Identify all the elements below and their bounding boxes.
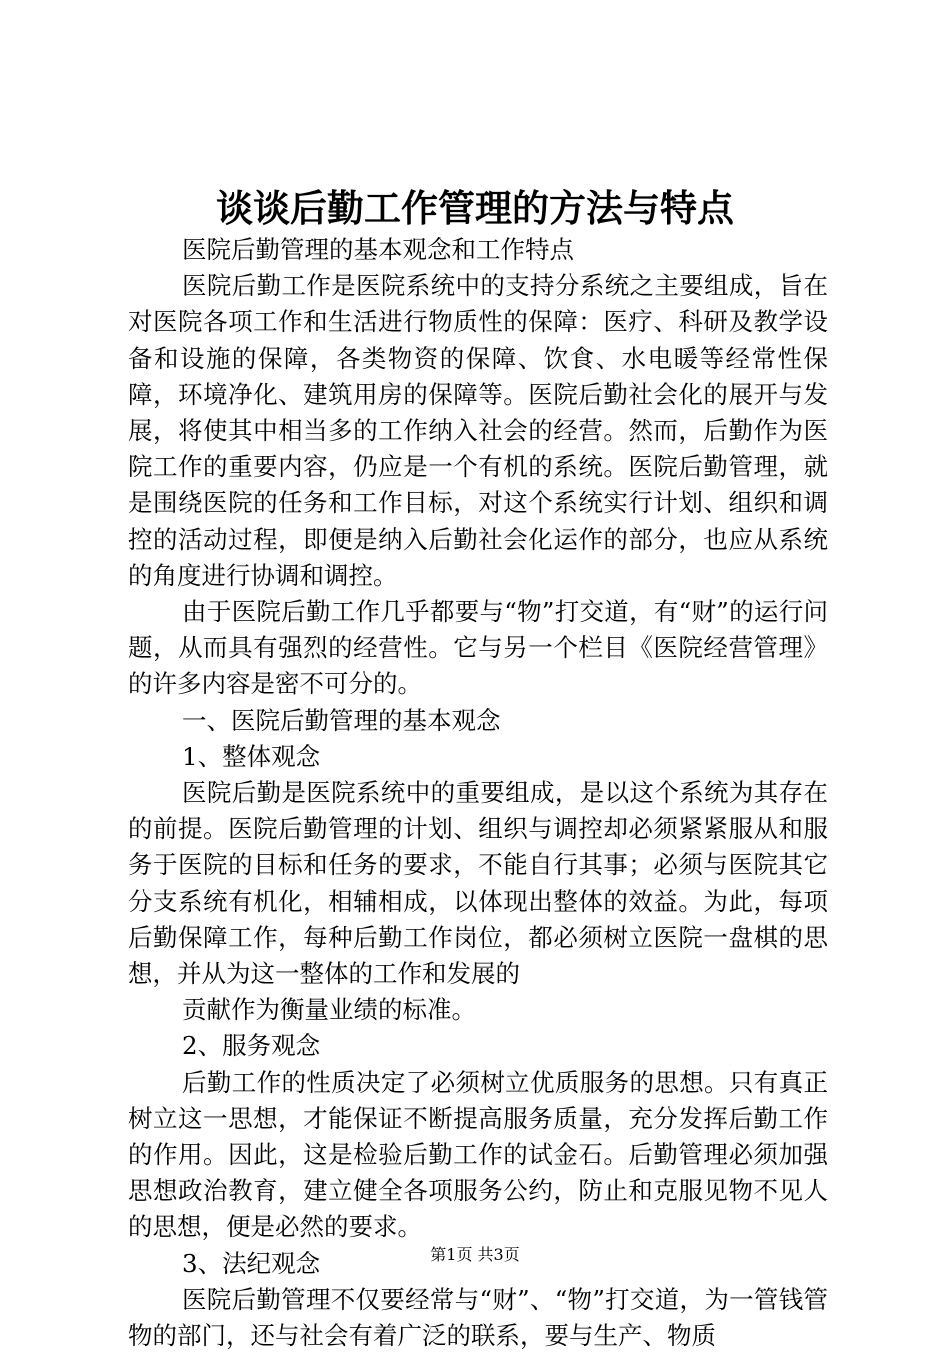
subsection-heading-service-concept: 2、服务观念 [182, 1031, 321, 1061]
paragraph-legal-concept: 医院后勤管理不仅要经常与“财”、“物”打交道，为一管钱管物的部门，还与社会有着广泛的联系，要与生产、物质 [128, 1284, 828, 1351]
document-body [128, 232, 828, 1354]
paragraph-subtitle: 医院后勤管理的基本观念和工作特点 [182, 235, 574, 264]
paragraph-whole-concept: 医院后勤是医院系统中的重要组成，是以这个系统为其存在的前提。医院后勤管理的计划、组织与调控却必须紧紧服从和服务于医院的目标和任务的要求，不能自行其事；必须与医院其它分支系统有机化，相辅相成，以体现出整体的效益。为此，每项后勤保障工作，每种后勤工作岗位，都必须树立医院一盘棋的思想，并从为这一整体的工作和发展的 [128, 778, 828, 989]
subsection-heading-legal-concept: 3、法纪观念 [182, 1248, 321, 1278]
page-footer: 第1页 共3页 [430, 1245, 520, 1264]
document-title: 谈谈后勤工作管理的方法与特点 [216, 187, 734, 230]
paragraph-service-concept: 后勤工作的性质决定了必须树立优质服务的思想。只有真正树立这一思想，才能保证不断提高服务质量，充分发挥后勤工作的作用。因此，这是检验后勤工作的试金石。后勤管理必须加强思想政治教育，建立健全各项服务公约，防止和克服见物不见人的思想，便是必然的要求。 [128, 1067, 828, 1242]
section-heading-basic-concepts: 一、医院后勤管理的基本观念 [182, 705, 501, 735]
subsection-heading-whole-concept: 1、整体观念 [182, 741, 321, 771]
paragraph-operations: 由于医院后勤工作几乎都要与“物”打交道，有“财”的运行问题，从而具有强烈的经营性。它与另一个栏目《医院经营管理》的许多内容是密不可分的。 [128, 597, 828, 699]
paragraph-contribution: 贡献作为衡量业绩的标准。 [182, 995, 476, 1025]
paragraph-intro: 医院后勤工作是医院系统中的支持分系统之主要组成，旨在对医院各项工作和生活进行物质性的保障：医疗、科研及教学设备和设施的保障，各类物资的保障、饮食、水电暖等经常性保障，环境净化、建筑用房的保障等。医院后勤社会化的展开与发展，将使其中相当多的工作纳入社会的经营。然而，后勤作为医院工作的重要内容，仍应是一个有机的系统。医院后勤管理，就是围绕医院的任务和工作目标，对这个系统实行计划、组织和调控的活动过程，即便是纳入后勤社会化运作的部分，也应从系统的角度进行协调和调控。 [128, 271, 828, 590]
